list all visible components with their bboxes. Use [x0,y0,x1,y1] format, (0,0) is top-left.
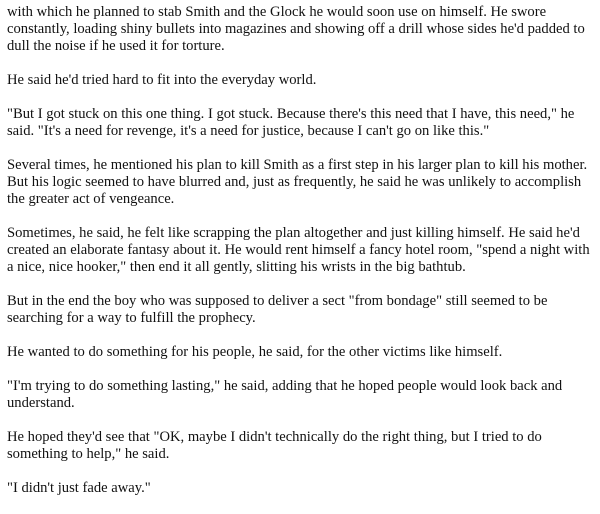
paragraph-10: "I didn't just fade away." [7,480,151,496]
paragraph-9: He hoped they'd see that "OK, maybe I didn't technically do the right thing, but I tried to do something to help," he said. [7,429,542,462]
paragraph-1: with which he planned to stab Smith and the Glock he would soon use on himself. He swore constantly, loading shiny bullets into magazines and showing off a drill whose sides he'd padded to dull the noise if he used it for torture. [7,4,585,54]
paragraph-2: He said he'd tried hard to fit into the everyday world. [7,72,317,88]
paragraph-3: "But I got stuck on this one thing. I got stuck. Because there's this need that I have, this need," he said. "It's a need for revenge, it's a need for justice, because I can't go on like this." [7,106,575,139]
paragraph-4: Several times, he mentioned his plan to kill Smith as a first step in his larger plan to kill his mother. But his logic seemed to have blurred and, just as frequently, he said he was unlikely to accomplish the greater act of vengeance. [7,157,588,207]
paragraph-6: But in the end the boy who was supposed to deliver a sect "from bondage" still seemed to be searching for a way to fulfill the prophecy. [7,293,548,326]
paragraph-8: "I'm trying to do something lasting," he said, adding that he hoped people would look back and understand. [7,378,563,411]
document-page [7,4,595,514]
paragraph-5: Sometimes, he said, he felt like scrapping the plan altogether and just killing himself. He said he'd created an elaborate fantasy about it. He would rent himself a fancy hotel room, "spend a night with a nice, nice hooker," then end it all gently, slitting his wrists in the big bathtub. [7,225,590,275]
paragraph-7: He wanted to do something for his people, he said, for the other victims like himself. [7,344,503,360]
